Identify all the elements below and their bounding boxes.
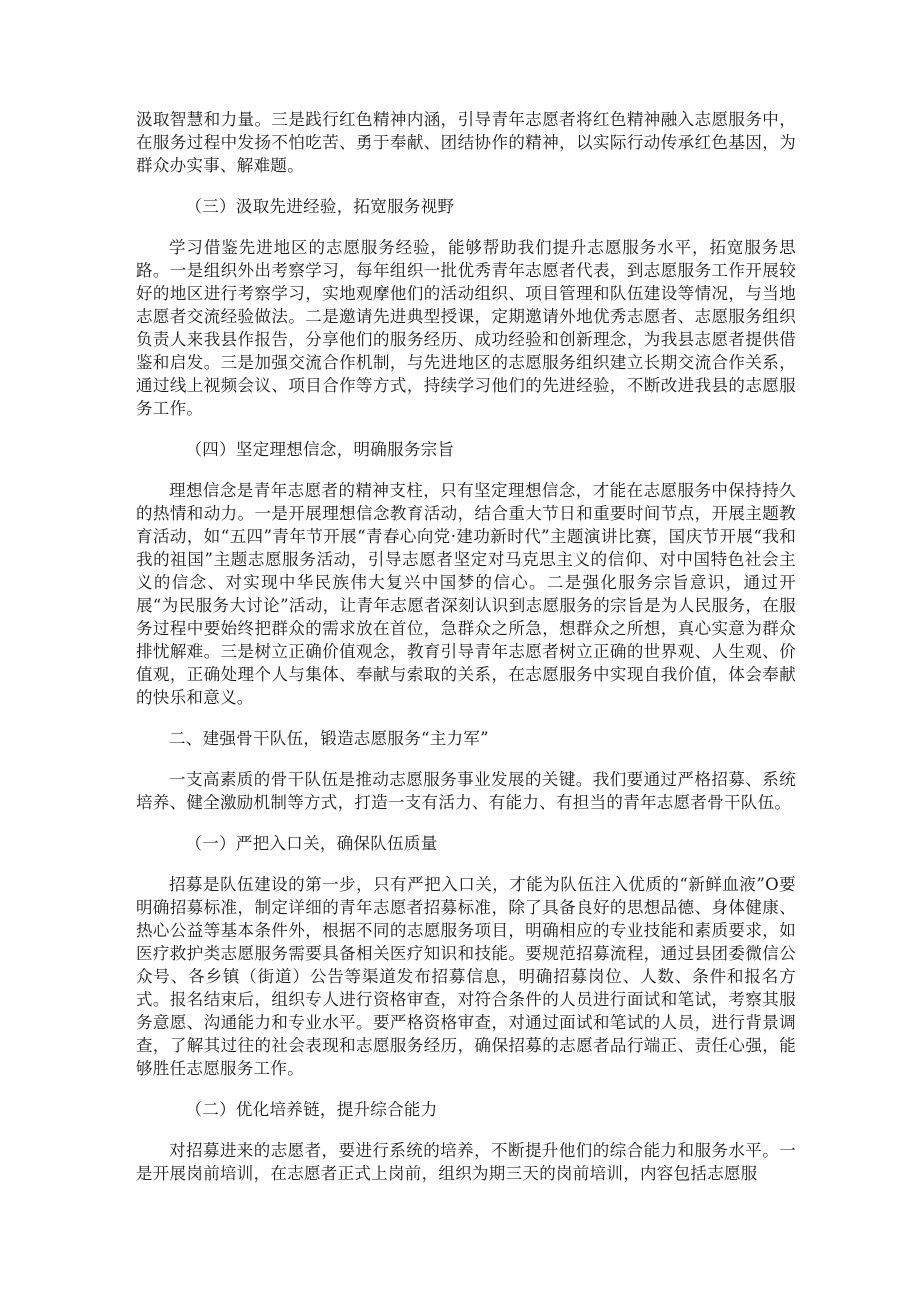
heading-section-two-backbone-team: 二、建强骨干队伍，锻造志愿服务“主力军”	[169, 729, 489, 748]
paragraph-training: 对招募进来的志愿者，要进行系统的培养，不断提升他们的综合能力和服务水平。一是开展岗前培训，在志愿者正式上岗前，组织为期三天的岗前培训，内容包括志愿服	[136, 1141, 796, 1183]
heading-firm-ideals: （四）坚定理想信念，明确服务宗旨	[185, 440, 455, 459]
heading-training-chain: （二）优化培养链，提升综合能力	[185, 1100, 438, 1119]
paragraph-recruitment: 招募是队伍建设的第一步，只有严把入口关，才能为队伍注入优质的“新鲜血液”O要明确招募标准，制定详细的青年志愿者招募标准，除了具备良好的思想品德、身体健康、热心公益等基本条件外，根据不同的志愿服务项目，明确相应的专业技能和素质要求，如医疗救护类志愿服务需要具备相关医疗知识和技能。要规范招募流程，通过县团委微信公众号、各乡镇（街道）公告等渠道发布招募信息，明确招募岗位、人数、条件和报名方式。报名结束后，组织专人进行资格审查，对符合条件的人员进行面试和笔试，考察其服务意愿、沟通能力和专业水平。要严格资格审查，对通过面试和笔试的人员，进行背景调查，了解其过往的社会表现和志愿服务经历，确保招募的志愿者品行端正、责任心强，能够胜任志愿服务工作。	[136, 875, 796, 1078]
paragraph-firm-ideals: 理想信念是青年志愿者的精神支柱，只有坚定理想信念，才能在志愿服务中保持持久的热情和动力。一是开展理想信念教育活动，结合重大节日和重要时间节点，开展主题教育活动，如“五四”青年节开展“青春心向党·建功新时代”主题演讲比赛，国庆节开展“我和我的祖国”主题志愿服务活动，引导志愿者坚定对马克思主义的信仰、对中国特色社会主义的信念、对实现中华民族伟大复兴中国梦的信心。二是强化服务宗旨意识，通过开展“为民服务大讨论”活动，让青年志愿者深刻认识到志愿服务的宗旨是为人民服务，在服务过程中要始终把群众的需求放在首位，急群众之所急，想群众之所想，真心实意为群众排忧解难。三是树立正确价值观念，教育引导青年志愿者树立正确的世界观、人生观、价值观，正确处理个人与集体、奉献与索取的关系，在志愿服务中实现自我价值，体会奉献的快乐和意义。	[136, 481, 796, 707]
paragraph-red-spirit-continued: 汲取智慧和力量。三是践行红色精神内涵，引导青年志愿者将红色精神融入志愿服务中，在服务过程中发扬不怕吃苦、勇于奉献、团结协作的精神，以实际行动传承红色基因，为群众办实事、解难题。	[136, 110, 796, 175]
heading-strict-entry: （一）严把入口关，确保队伍质量	[185, 834, 438, 853]
paragraph-advanced-experience: 学习借鉴先进地区的志愿服务经验，能够帮助我们提升志愿服务水平，拓宽服务思路。一是组织外出考察学习，每年组织一批优秀青年志愿者代表，到志愿服务工作开展较好的地区进行考察学习，实地观摩他们的活动组织、项目管理和队伍建设等情况，与当地志愿者交流经验做法。二是邀请先进典型授课，定期邀请外地优秀志愿者、志愿服务组织负责人来我县作报告，分享他们的服务经历、成功经验和创新理念，为我县志愿者提供借鉴和启发。三是加强交流合作机制，与先进地区的志愿服务组织建立长期交流合作关系，通过线上视频会议、项目合作等方式，持续学习他们的先进经验，不断改进我县的志愿服务工作。	[136, 238, 796, 418]
heading-learn-advanced-experience: （三）汲取先进经验，拓宽服务视野	[185, 197, 455, 216]
paragraph-backbone-team-intro: 一支高素质的骨干队伍是推动志愿服务事业发展的关键。我们要通过严格招募、系统培养、健全激励机制等方式，打造一支有活力、有能力、有担当的青年志愿者骨干队伍。	[136, 770, 796, 812]
